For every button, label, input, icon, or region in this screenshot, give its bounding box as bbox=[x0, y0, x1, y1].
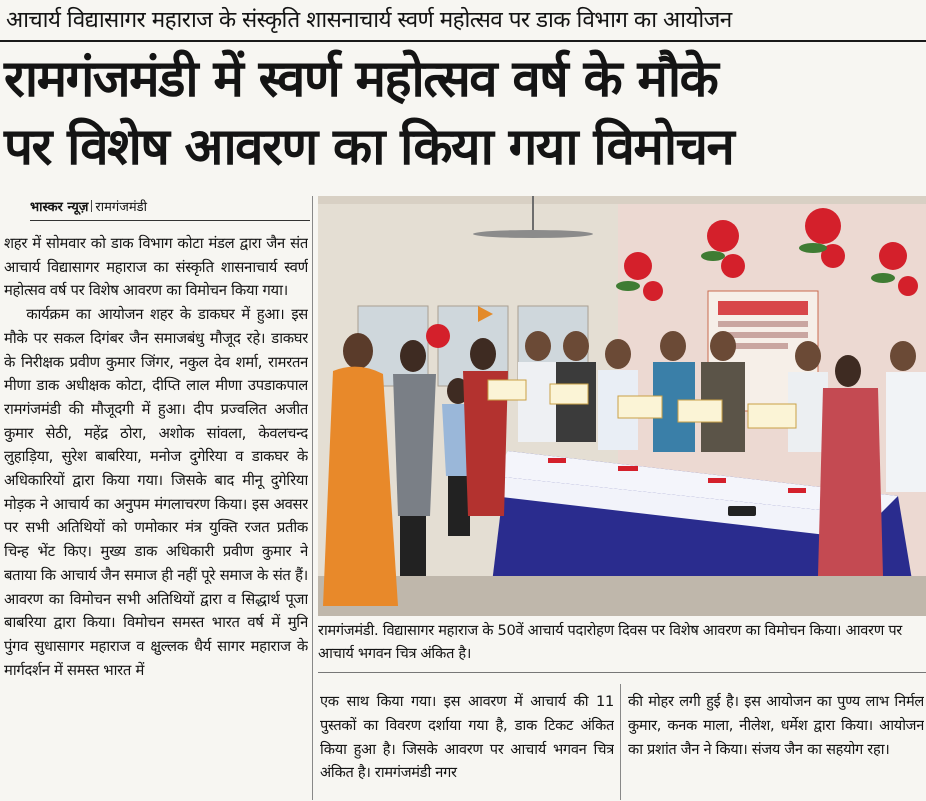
headline-line-2: पर विशेष आवरण का किया गया विमोचन bbox=[4, 118, 734, 177]
photo-caption: रामगंजमंडी. विद्यासागर महाराज के 50वें आचार्य पदारोहण दिवस पर विशेष आवरण का विमोचन किया। आवरण पर आचार्य भगवन चित्र अंकित है। bbox=[318, 622, 902, 662]
top-rule bbox=[0, 40, 926, 42]
column-divider-2 bbox=[620, 684, 621, 800]
byline-source: भास्कर न्यूज़ bbox=[30, 200, 89, 215]
column-divider bbox=[312, 196, 313, 800]
byline-separator bbox=[91, 200, 92, 212]
caption-rule bbox=[318, 672, 926, 673]
event-photo-illustration bbox=[318, 196, 926, 616]
headline-line-1: रामगंजमंडी में स्वर्ण महोत्सव वर्ष के मौके bbox=[4, 50, 718, 109]
paragraph-2: कार्यक्रम का आयोजन शहर के डाकघर में हुआ। इस मौके पर सकल दिगंबर जैन समाजबंधु मौजूद रहे। डाकघर के निरीक्षक प्रवीण कुमार जिंगर, नकुल देव शर्मा, रामरतन मीणा डाक अधीक्षक कोटा, दीप्ति लाल मीणा उपडाकपाल रामगंजमंडी की मौजूदगी में हुआ। दीप प्रज्वलित अजीत कुमार सेठी, महेंद्र ठोरा, अशोक सांवला, केवलचन्द लुहाड़िया, सुरेश बाबरिया, मनोज दुगेरिया व डाकघर के अधिकारियों द्वारा किया गया। जिसके बाद मीनू दुगेरिया मोड़क ने आचार्य का अनुपम मंगलाचरण किया। इस अवसर पर सभी अतिथियों को णमोकार मंत्र युक्ति रजत प्रतीक चिन्ह भेंट किए। मुख्य डाक अधिकारी प्रवीण कुमार ने बताया कि आचार्य जैन समाज ही नहीं पूरे समाज के संत हैं। आवरण का विमोचन सभी अतिथियों द्वारा व सिद्धार्थ पूजा बाबरिया द्वारा किया। विमोचन समस्त भारत वर्ष में मुनि पुंगव सुधासागर महाराज व क्षुल्लक धैर्य सागर महाराज के मार्गदर्शन में समस्त भारत में bbox=[4, 306, 308, 679]
middle-column-text: एक साथ किया गया। इस आवरण में आचार्य की 11 पुस्तकों का विवरण दर्शाया गया है, डाक टिकट अंकित किया हुआ है। जिसके आवरण पर आचार्य भगवन चित्र अंकित है। रामगंजमंडी नगर bbox=[320, 693, 614, 782]
left-column-text bbox=[4, 232, 308, 798]
byline bbox=[30, 198, 310, 221]
paragraph-1: शहर में सोमवार को डाक विभाग कोटा मंडल द्वारा जैन संत आचार्य विद्यासागर महाराज का संस्कृति शासनाचार्य स्वर्ण महोत्सव वर्ष पर विशेष आवरण का विमोचन किया गया। bbox=[4, 235, 308, 300]
byline-place: रामगंजमंडी bbox=[95, 200, 147, 215]
event-photo bbox=[318, 196, 926, 616]
kicker-headline: आचार्य विद्यासागर महाराज के संस्कृति शासनाचार्य स्वर्ण महोत्सव पर डाक विभाग का आयोजन bbox=[6, 7, 732, 33]
main-headline bbox=[4, 46, 922, 182]
right-column-text: की मोहर लगी हुई है। इस आयोजन का पुण्य लाभ निर्मल कुमार, कनक माला, नीलेश, धर्मेश द्वारा किया। आयोजन का प्रशांत जैन ने किया। संजय जैन का सहयोग रहा। bbox=[628, 693, 924, 758]
